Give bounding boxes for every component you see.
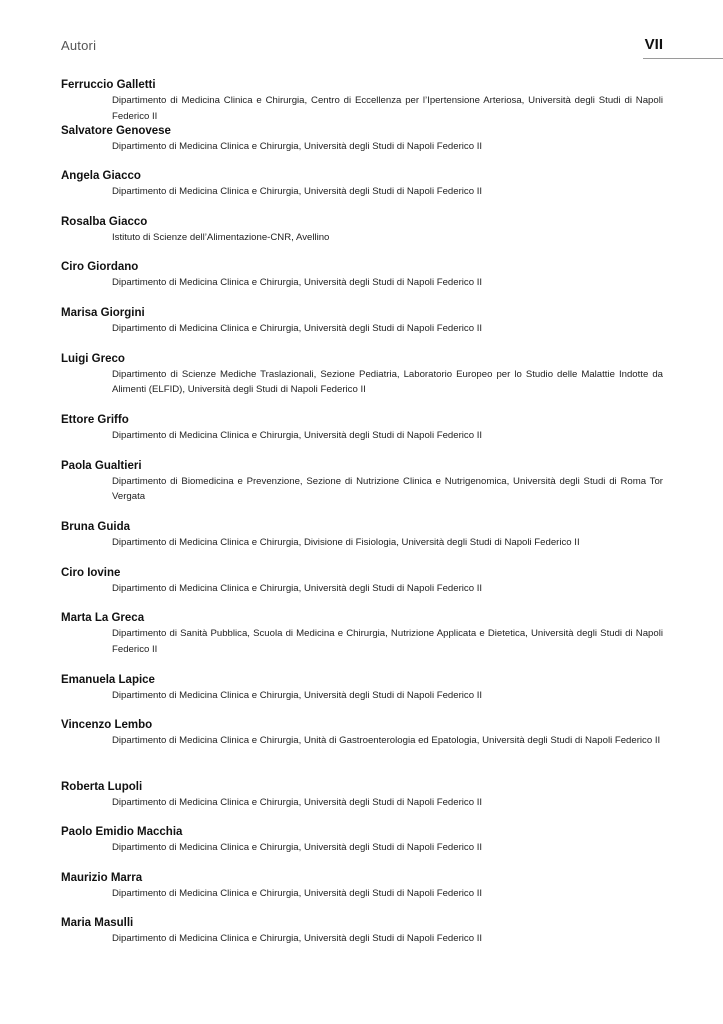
author-entry bbox=[61, 306, 663, 352]
author-name: Marta La Greca bbox=[61, 612, 145, 625]
author-affiliation: Dipartimento di Medicina Clinica e Chirurgia, Università degli Studi di Napoli Federico II bbox=[112, 322, 483, 334]
author-entry bbox=[61, 611, 663, 672]
author-name: Maurizio Marra bbox=[61, 871, 143, 884]
author-affiliation: Istituto di Scienze dell’Alimentazione-CNR, Avellino bbox=[112, 231, 330, 243]
author-name: Ciro Giordano bbox=[61, 261, 139, 274]
author-affiliation: Dipartimento di Medicina Clinica e Chirurgia, Divisione di Fisiologia, Università degli Studi di Napoli Federico II bbox=[112, 536, 580, 548]
author-affiliation: Dipartimento di Medicina Clinica e Chirurgia, Università degli Studi di Napoli Federico II bbox=[112, 842, 483, 854]
author-name: Emanuela Lapice bbox=[61, 673, 155, 686]
author-entry bbox=[61, 780, 663, 826]
author-affiliation: Dipartimento di Medicina Clinica e Chirurgia, Centro di Eccellenza per l’Ipertensione Arteriosa, Università degli Studi di Napoli Federico II bbox=[112, 95, 663, 122]
author-entry bbox=[61, 871, 663, 917]
author-entry bbox=[61, 673, 663, 719]
author-entry bbox=[61, 78, 663, 124]
author-affiliation: Dipartimento di Sanità Pubblica, Scuola di Medicina e Chirurgia, Nutrizione Applicata e Dietetica, Università degli Studi di Napoli Federico II bbox=[112, 628, 663, 655]
author-name: Paola Gualtieri bbox=[61, 459, 142, 472]
author-affiliation: Dipartimento di Medicina Clinica e Chirurgia, Università degli Studi di Napoli Federico II bbox=[112, 887, 483, 899]
author-entry bbox=[61, 520, 663, 566]
author-name: Ferruccio Galletti bbox=[61, 79, 156, 91]
author-name: Salvatore Genovese bbox=[61, 124, 171, 137]
author-affiliation: Dipartimento di Medicina Clinica e Chirurgia, Università degli Studi di Napoli Federico II bbox=[112, 689, 483, 701]
author-name: Maria Masulli bbox=[61, 917, 134, 930]
author-entry bbox=[61, 413, 663, 459]
author-name: Roberta Lupoli bbox=[61, 780, 143, 793]
author-name: Paolo Emidio Macchia bbox=[61, 826, 183, 839]
header-rule bbox=[643, 58, 723, 59]
author-entry bbox=[61, 352, 663, 413]
author-name: Marisa Giorgini bbox=[61, 306, 145, 319]
author-entry bbox=[61, 566, 663, 612]
author-name: Rosalba Giacco bbox=[61, 215, 148, 228]
author-entry bbox=[61, 718, 663, 779]
section-title: Autori bbox=[61, 38, 97, 53]
author-name: Angela Giacco bbox=[61, 170, 141, 183]
author-affiliation: Dipartimento di Biomedicina e Prevenzione, Sezione di Nutrizione Clinica e Nutrigenomica, Università degli Studi di Roma Tor Vergata bbox=[112, 475, 663, 503]
author-name: Luigi Greco bbox=[61, 352, 125, 365]
author-entry bbox=[61, 260, 663, 306]
author-affiliation: Dipartimento di Medicina Clinica e Chirurgia, Università degli Studi di Napoli Federico II bbox=[112, 582, 483, 594]
author-affiliation: Dipartimento di Scienze Mediche Traslazionali, Sezione Pediatria, Laboratorio Europeo per lo Studio delle Malattie Indotte da Alimenti (ELFID), Università degli Studi di Napoli Federico II bbox=[112, 368, 663, 396]
author-affiliation: Dipartimento di Medicina Clinica e Chirurgia, Università degli Studi di Napoli Federico II bbox=[112, 186, 483, 198]
page-number: VII bbox=[644, 36, 663, 53]
author-affiliation: Dipartimento di Medicina Clinica e Chirurgia, Università degli Studi di Napoli Federico II bbox=[112, 277, 483, 289]
author-entry bbox=[61, 169, 663, 215]
author-entry bbox=[61, 215, 663, 261]
author-list bbox=[61, 78, 663, 962]
author-entry bbox=[61, 825, 663, 871]
author-name: Ettore Griffo bbox=[61, 413, 129, 426]
author-affiliation: Dipartimento di Medicina Clinica e Chirurgia, Università degli Studi di Napoli Federico II bbox=[112, 140, 483, 152]
author-name: Bruna Guida bbox=[61, 520, 131, 533]
author-entry bbox=[61, 459, 663, 520]
author-affiliation: Dipartimento di Medicina Clinica e Chirurgia, Università degli Studi di Napoli Federico II bbox=[112, 429, 483, 441]
author-affiliation: Dipartimento di Medicina Clinica e Chirurgia, Università degli Studi di Napoli Federico II bbox=[112, 796, 483, 808]
author-affiliation: Dipartimento di Medicina Clinica e Chirurgia, Unità di Gastroenterologia ed Epatologia, Università degli Studi di Napoli Federico II bbox=[112, 735, 661, 747]
author-affiliation: Dipartimento di Medicina Clinica e Chirurgia, Università degli Studi di Napoli Federico II bbox=[112, 933, 483, 945]
author-name: Ciro Iovine bbox=[61, 566, 121, 579]
author-entry bbox=[61, 124, 663, 170]
author-name: Vincenzo Lembo bbox=[61, 719, 153, 732]
author-entry bbox=[61, 916, 663, 962]
